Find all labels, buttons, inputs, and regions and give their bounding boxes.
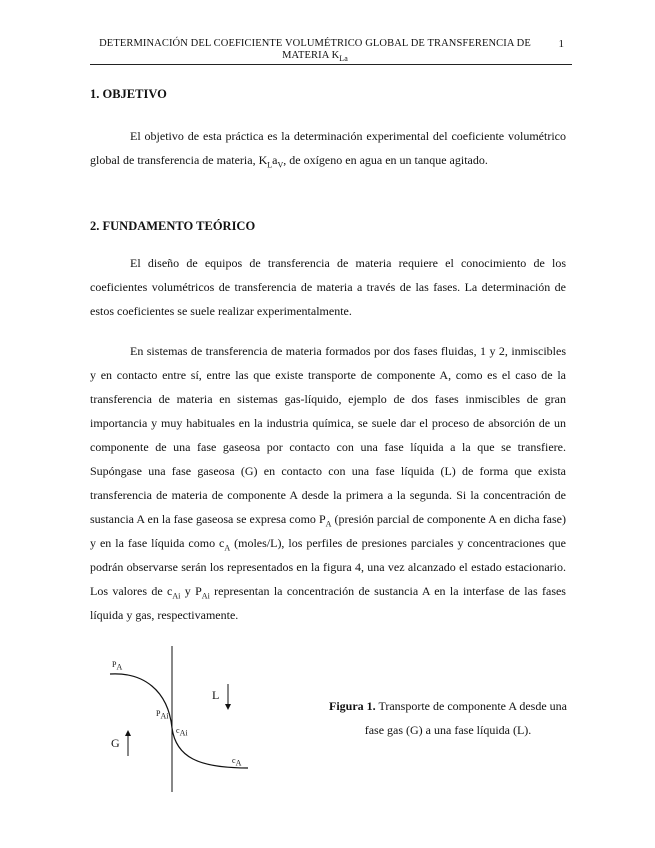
- paragraph-fundamento-1: El diseño de equipos de transferencia de materia requiere el conocimiento de los coeficientes volumétricos de transferencia de materia a través de las fases. La determinación de estos coeficientes se suele realizar experimentalmente.: [90, 256, 566, 318]
- label-gas-phase: G: [111, 736, 120, 750]
- running-header: [90, 38, 572, 65]
- page-number: 1: [558, 38, 564, 50]
- section-title-objetivo: 1. OBJETIVO: [90, 87, 167, 101]
- label-cai: $c_{Ai}$: [176, 726, 188, 738]
- figure-gas-liquid-transfer: [98, 642, 258, 794]
- section-title-fundamento: 2. FUNDAMENTO TEÓRICO: [90, 219, 256, 233]
- arrow-down-icon: [225, 704, 231, 710]
- paragraph-fundamento-2: En sistemas de transferencia de materia formados por dos fases fluidas, 1 y 2, inmiscibles y en contacto entre sí, entre las que existe transporte de componente A, como es el caso de la transferencia de materia en sistemas gas-líquido, ejemplo de dos fases inmiscibles de gran importancia y muy habituales en la industria química, se suele dar el proceso de absorción de un componente de una fase gaseosa por contacto con una fase líquida a la que se transfiere. Supóngase una fase gaseosa (G) en contacto con una fase líquida (L) de forma que exista transferencia de materia de componente A desde la primera a la segunda. Si la concentración de sustancia A en la fase gaseosa se expresa como $P_A$ (presión parcial de componente A en dicha fase) y en la fase líquida como $c_A$ (moles/L), los perfiles de presiones parciales y concentraciones que podrán observarse serán los representados en la figura 4, una vez alcanzado el estado estacionario. Los valores de $c_{Ai}$ y $P_{Ai}$ representan la concentración de sustancia A en la interfase de las fases líquida y gas, respectivamente.: [90, 344, 566, 622]
- paragraph-objetivo: El objetivo de esta práctica es la determinación experimental del coeficiente volumétrico global de transferencia de materia, $K_La_V$, de oxígeno en agua en un tanque agitado.: [90, 129, 566, 170]
- label-pa: $P_A$: [112, 660, 123, 672]
- header-title: DETERMINACIÓN DEL COEFICIENTE VOLUMÉTRICO GLOBAL DE TRANSFERENCIA DE MATERIA $K_{La}$: [99, 38, 531, 64]
- figure-caption: Figura 1. Transporte de componente A desde una fase gas (G) a una fase líquida (L).: [329, 699, 567, 737]
- arrow-up-icon: [125, 730, 131, 736]
- label-liquid-phase: L: [212, 688, 220, 702]
- label-pai: $P_{Ai}$: [156, 709, 169, 721]
- label-ca: $c_A$: [232, 756, 242, 768]
